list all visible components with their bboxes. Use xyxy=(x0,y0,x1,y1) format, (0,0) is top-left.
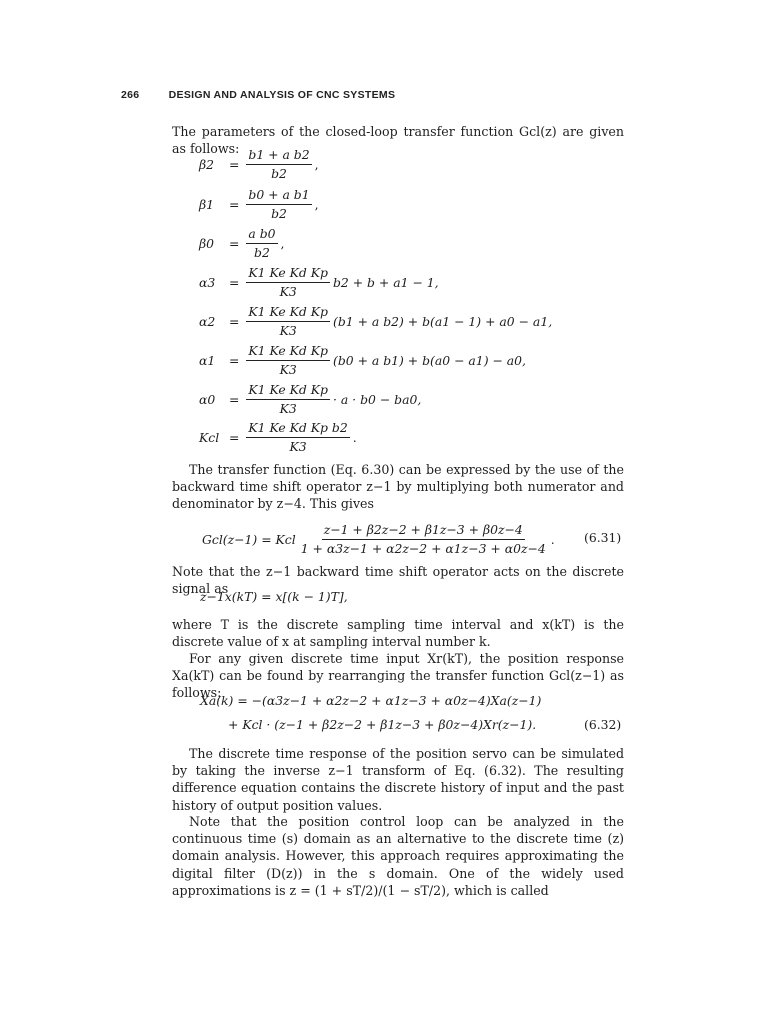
equation-6-32-line2: + Kcl · (z−1 + β2z−2 + β1z−3 + β0z−4)Xr(z−1). xyxy=(228,717,537,732)
paragraph-where: where T is the discrete sampling time interval and x(kT) is the discrete value of x at sampling interval number k. xyxy=(172,617,624,650)
paragraph-discrete-response: The discrete time response of the position servo can be simulated by taking the inverse z−1 transform of Eq. (6.32). The resulting difference equation contains the discrete history of input and the past history of output position values. xyxy=(172,746,624,813)
equation-alpha1: α1 = $\frac{\text{K1 Ke Kd Kp}}{K3}$ (b0 + a b1) + b(a0 − a1) − a0, xyxy=(199,343,526,377)
equation-alpha0: α0 = $\frac{\text{K1 Ke Kd Kp}}{K3}$ · a · b0 − ba0, xyxy=(199,382,422,416)
running-title: DESIGN AND ANALYSIS OF CNC SYSTEMS xyxy=(168,89,396,101)
equation-number-6-31: (6.31) xyxy=(584,530,622,545)
equation-shift-operator: z−1x(kT) = x[(k − 1)T], xyxy=(200,589,348,604)
paragraph-note: Note that the z−1 backward time shift operator acts on the discrete signal as xyxy=(172,564,624,597)
equation-6-31: Gcl(z−1) = Kcl $\frac{z-1 + \beta 2z-2 + \beta 1z-3 + \beta 0z-4}{1 + \alpha 3z-1 + \alpha 2z-2 + \alpha 1z-3 + \alpha 0z-4}$ . xyxy=(202,522,555,556)
equation-alpha3: α3 = $\frac{\text{K1 Ke Kd Kp}}{K3}$ b2 + b + a1 − 1, xyxy=(199,265,439,299)
intro-paragraph: The parameters of the closed-loop transfer function Gcl(z) are given as follows: xyxy=(172,124,624,157)
equation-beta0: β0 = $\frac{\text{a b0}}{b2}$ , xyxy=(199,226,285,260)
equation-kcl: Kcl = $\frac{\text{K1 Ke Kd Kp b2}}{K3}$ . xyxy=(199,420,357,454)
equation-beta2: β2 = $\frac{\text{b1 + a b2}}{b2}$ , xyxy=(199,147,319,181)
equation-alpha2: α2 = $\frac{\text{K1 Ke Kd Kp}}{K3}$ (b1 + a b2) + b(a1 − 1) + a0 − a1, xyxy=(199,304,553,338)
paragraph-for-any-input: For any given discrete time input Xr(kT), the position response Xa(kT) can be found by rearranging the transfer function Gcl(z−1) as follows: xyxy=(172,651,624,701)
equation-6-32-line1: Xa(k) = −(α3z−1 + α2z−2 + α1z−3 + α0z−4)Xa(z−1) xyxy=(200,693,542,708)
paragraph-backward-shift: The transfer function (Eq. 6.30) can be expressed by the use of the backward time shift operator z−1 by multiplying both numerator and denominator by z−4. This gives xyxy=(172,462,624,512)
running-header xyxy=(121,89,395,101)
equation-number-6-32: (6.32) xyxy=(584,717,622,732)
page-number: 266 xyxy=(121,89,140,101)
paragraph-continuous-domain: Note that the position control loop can be analyzed in the continuous time (s) domain as an alternative to the discrete time (z) domain analysis. However, this approach requires approximating the digital filter (D(z)) in the s domain. One of the widely used approximations is z = (1 + sT/2)/(1 − sT/2), which is called xyxy=(172,814,624,898)
equation-beta1: β1 = $\frac{\text{b0 + a b1}}{b2}$ , xyxy=(199,187,319,221)
